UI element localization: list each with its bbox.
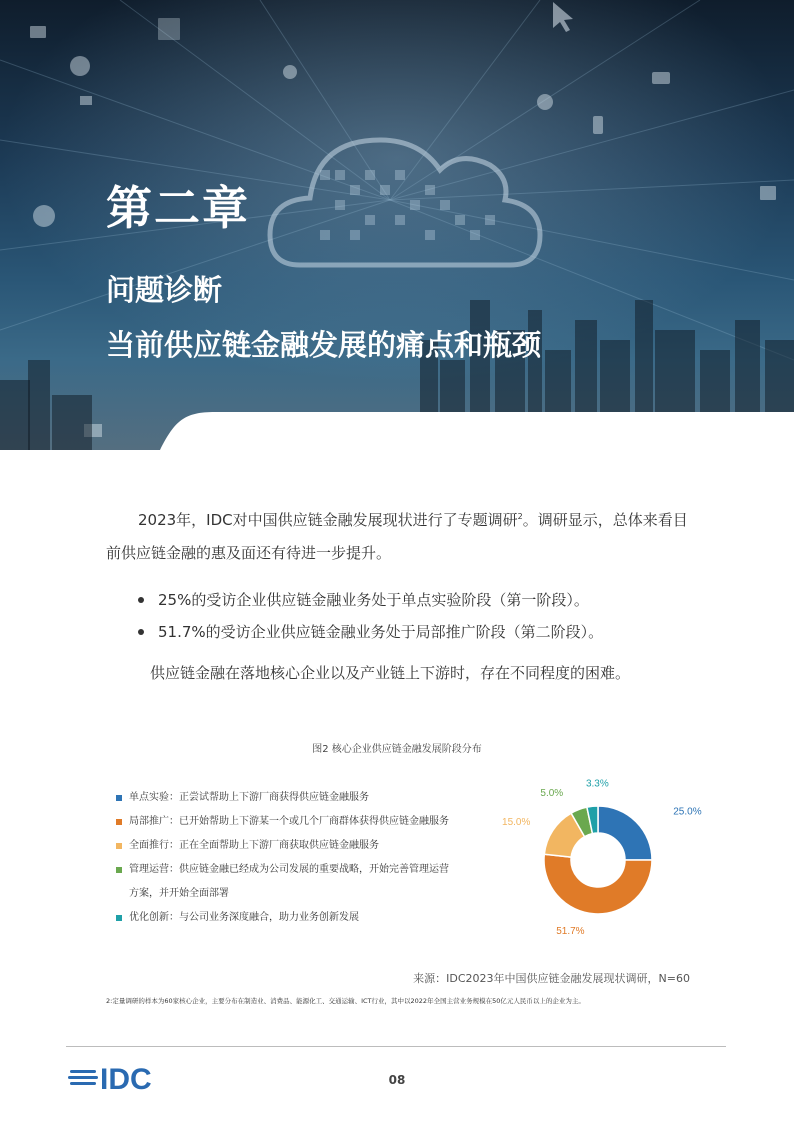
- chapter-subtitle-line2: 当前供应链金融发展的痛点和瓶颈: [106, 328, 542, 362]
- bar-chart-icon: [158, 18, 180, 40]
- donut-label: 5.0%: [540, 788, 564, 800]
- donut-slice-局部推广: [544, 854, 652, 914]
- legend-item: [116, 862, 496, 886]
- legend-item: [116, 790, 496, 814]
- pie-chart-icon: [70, 56, 90, 76]
- list-item-text: 51.7%的受访企业供应链金融业务处于局部推广阶段（第二阶段）。: [158, 623, 604, 641]
- chapter-subtitle: 问题诊断: [106, 273, 223, 307]
- bullet-dot: [138, 597, 144, 603]
- folder-icon: [30, 26, 46, 38]
- globe-icon: [283, 65, 297, 79]
- figure-title: 图2 核心企业供应链金融发展阶段分布: [312, 744, 482, 755]
- mail-icon: [80, 96, 92, 105]
- intro-text-cont: 。调研显示，总体来看目前供应链金融的惠及面还有待进一步提升。: [106, 511, 688, 562]
- phone-icon: [593, 116, 603, 134]
- donut-label: 25.0%: [673, 806, 702, 818]
- chart-icon: [33, 205, 55, 227]
- legend-swatch: [116, 915, 122, 921]
- logo-text: IDC: [100, 1063, 152, 1096]
- intro-paragraph: [106, 500, 692, 570]
- footnote: 2:定量调研的样本为60家核心企业，主要分布在制造业、消费品、能源化工、交通运输、ICT行业，其中以2022年全国主营业务规模在50亿元人民币以上的企业为主。: [106, 997, 585, 1005]
- footnote-ref: 2: [517, 512, 523, 521]
- legend-label: 优化创新：与公司业务深度融合，助力业务创新发展: [129, 912, 359, 923]
- donut-label: 3.3%: [585, 778, 609, 790]
- document-icon: [760, 186, 776, 200]
- footer-divider: [66, 1046, 726, 1047]
- chart-legend: [116, 790, 496, 934]
- donut-slice-单点实验: [598, 806, 652, 860]
- page-number: 08: [388, 1073, 406, 1087]
- bullet-dot: [138, 629, 144, 635]
- legend-label: 局部推广：已开始帮助上下游某一个或几个厂商群体获得供应链金融服务: [129, 816, 449, 827]
- chapter-banner: [0, 0, 794, 450]
- donut-chart: [500, 778, 720, 937]
- legend-swatch: [116, 819, 122, 825]
- legend-label: 全面推行：正在全面帮助上下游厂商获取供应链金融服务: [129, 840, 379, 851]
- legend-label: 管理运营：供应链金融已经成为公司发展的重要战略，开始完善管理运营: [129, 864, 449, 875]
- bullet-list: [130, 584, 690, 648]
- legend-label-continued: 方案，并开始全面部署: [129, 888, 229, 899]
- donut-label: 51.7%: [556, 925, 585, 937]
- legend-label: 单点实验：正尝试帮助上下游厂商获得供应链金融服务: [129, 792, 369, 803]
- card-icon: [652, 72, 670, 84]
- source-note: 来源：IDC2023年中国供应链金融发展现状调研，N=60: [413, 972, 690, 985]
- legend-swatch: [116, 795, 122, 801]
- donut-label: 15.0%: [502, 817, 531, 829]
- legend-swatch: [116, 867, 122, 873]
- legend-item: [116, 814, 496, 838]
- legend-item: [116, 910, 496, 934]
- chapter-title: 第二章: [106, 181, 250, 235]
- legend-item: [116, 838, 496, 862]
- legend-swatch: [116, 843, 122, 849]
- intro-text: 2023年，IDC对中国供应链金融发展现状进行了专题调研: [138, 511, 518, 529]
- list-item-text: 25%的受访企业供应链金融业务处于单点实验阶段（第一阶段）。: [158, 591, 589, 609]
- closing-paragraph: 供应链金融在落地核心企业以及产业链上下游时，存在不同程度的困难。: [150, 664, 631, 682]
- list-item: [130, 584, 690, 616]
- user-icon: [537, 94, 553, 110]
- list-item: [130, 616, 690, 648]
